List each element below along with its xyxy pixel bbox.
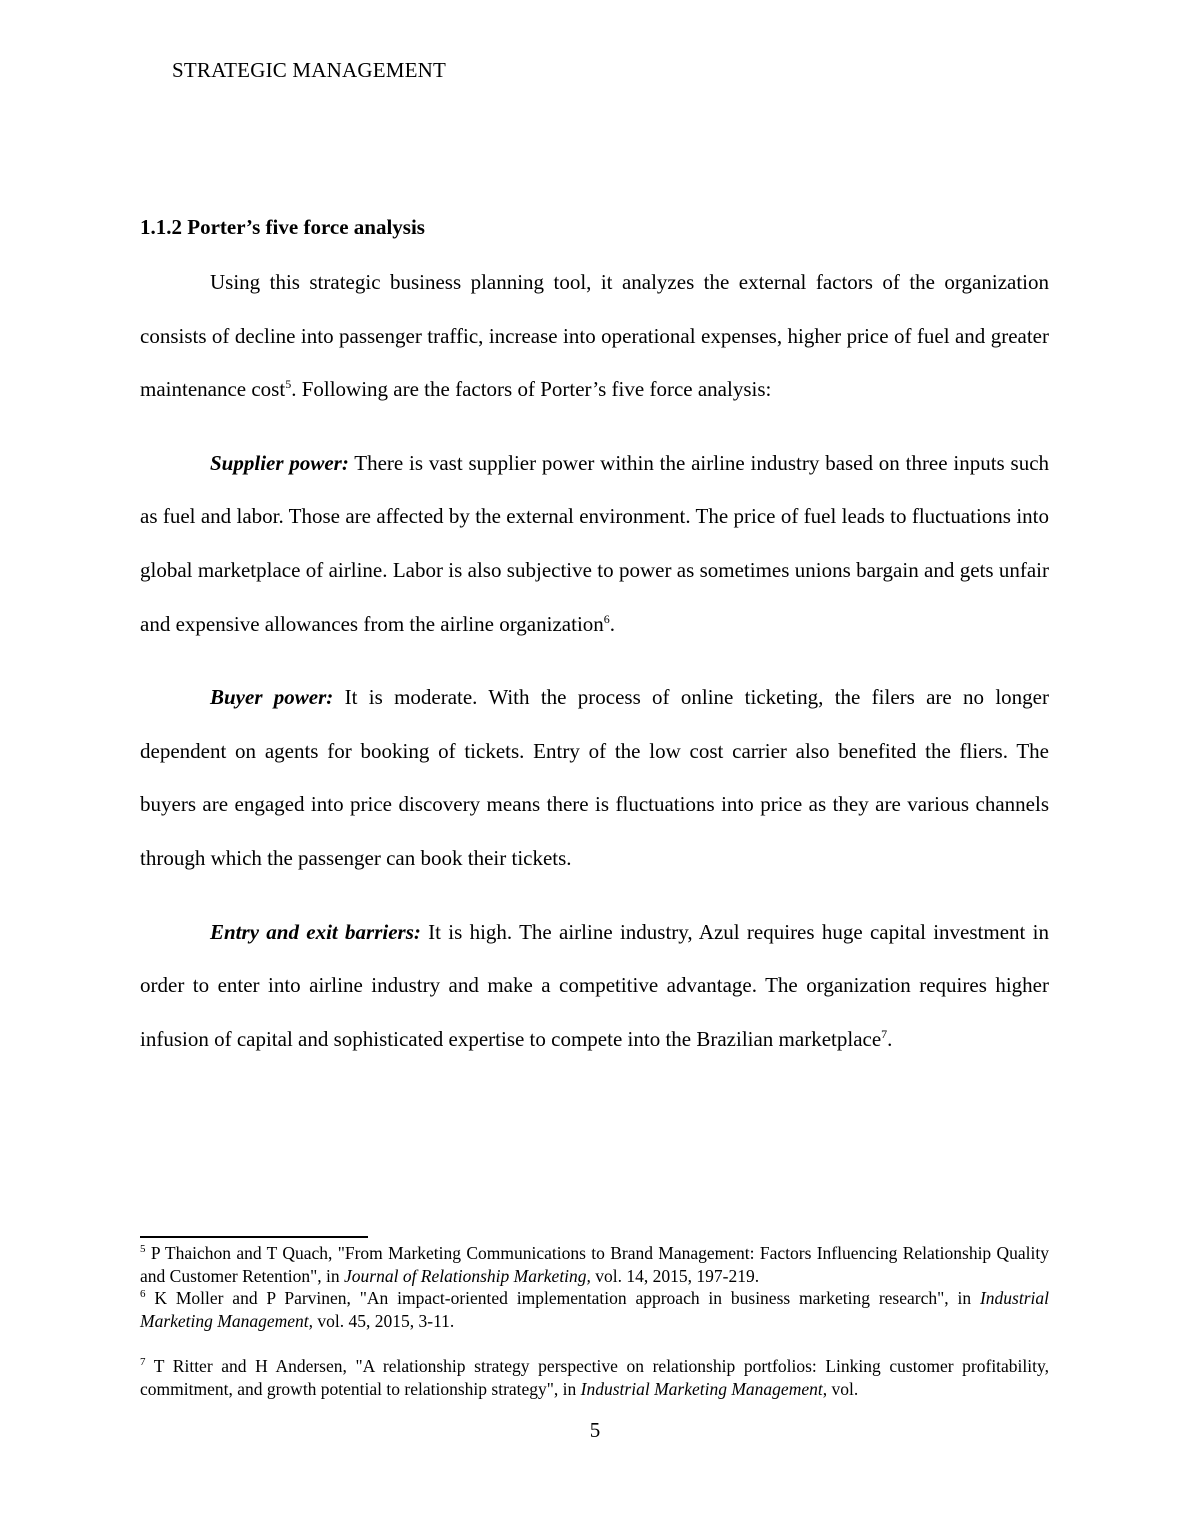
force-text: There is vast supplier power within the airline industry based on three inputs such as fuel and labor. Those are affected by the external environment. The price of fuel leads to fluctuations into global marketplace of airline. Labor is also subjective to power as sometimes unions bargain and gets unfair and expensive allowances from the airline organization [140, 450, 1050, 636]
force-text: It is moderate. With the process of online ticketing, the filers are no longer dependent on agents for booking of tickets. Entry of the low cost carrier also benefited the fliers. The buyers are engaged into price discovery means there is fluctuations into price as they are various channels through which the passenger can book their tickets. [140, 685, 1049, 870]
intro-paragraph [140, 256, 1049, 417]
footnote-ref-5[interactable]: 5 [285, 377, 292, 392]
force-paragraph-entry-exit-barriers [140, 906, 1049, 1067]
footnote-text-end: , vol. [822, 1378, 859, 1399]
section-heading: 1.1.2 Porter’s five force analysis [140, 215, 425, 239]
footnote-number: 7 [140, 1355, 146, 1368]
footnote-text: K Moller and P Parvinen, "An impact-oriented implementation approach in business marketing research", in [145, 1288, 980, 1309]
footnote-6 [140, 1287, 1049, 1332]
footnote-text: P Thaichon and T Quach, "From Marketing Communications to Brand Management: Factors Influencing Relationship Quality and Customer Retention", in [140, 1243, 1049, 1286]
page-number: 5 [589, 1418, 601, 1442]
footnotes [140, 1242, 1049, 1400]
force-paragraph-buyer-power [140, 671, 1049, 885]
footnote-number: 5 [140, 1243, 146, 1256]
running-head: STRATEGIC MANAGEMENT [172, 58, 447, 82]
footnote-number: 6 [140, 1288, 146, 1301]
footnote-journal: Journal of Relationship Marketing, [344, 1265, 591, 1286]
force-tail: . [887, 1026, 893, 1051]
intro-text-continued: . Following are the factors of Porter’s five force analysis: [291, 377, 772, 402]
footnote-7 [140, 1355, 1049, 1400]
footnote-separator [140, 1236, 368, 1238]
footnote-ref-6[interactable]: 6 [603, 611, 610, 626]
intro-text: Using this strategic business planning tool, it analyzes the external factors of the organization consists of decline into passenger traffic, increase into operational expenses, higher price of fuel and greater maintenance cost [140, 270, 1049, 402]
force-tail: . [609, 611, 616, 636]
footnote-journal: Industrial Marketing Management [580, 1378, 823, 1399]
footnote-journal: Industrial Marketing Management, [140, 1288, 1049, 1332]
force-term: Entry and exit barriers: [210, 919, 421, 944]
force-paragraph-supplier-power [140, 437, 1049, 651]
main-content [140, 212, 1049, 1066]
force-term: Buyer power: [210, 685, 334, 710]
footnote-text: T Ritter and H Andersen, "A relationship strategy perspective on relationship portfolios: Linking customer profitability, commitment, and growth potential to relationship strategy", in [140, 1355, 1049, 1399]
force-term: Supplier power: [210, 450, 349, 475]
footnote-5 [140, 1242, 1049, 1287]
force-text: It is high. The airline industry, Azul requires huge capital investment in order to enter into airline industry and make a competitive advantage. The organization requires higher infusion of capital and sophisticated expertise to compete into the Brazilian marketplace [140, 919, 1049, 1051]
footnote-text-end: vol. 45, 2015, 3-11. [313, 1311, 455, 1332]
footnote-text-end: vol. 14, 2015, 197-219. [590, 1265, 760, 1286]
footnote-ref-7[interactable]: 7 [881, 1026, 888, 1041]
